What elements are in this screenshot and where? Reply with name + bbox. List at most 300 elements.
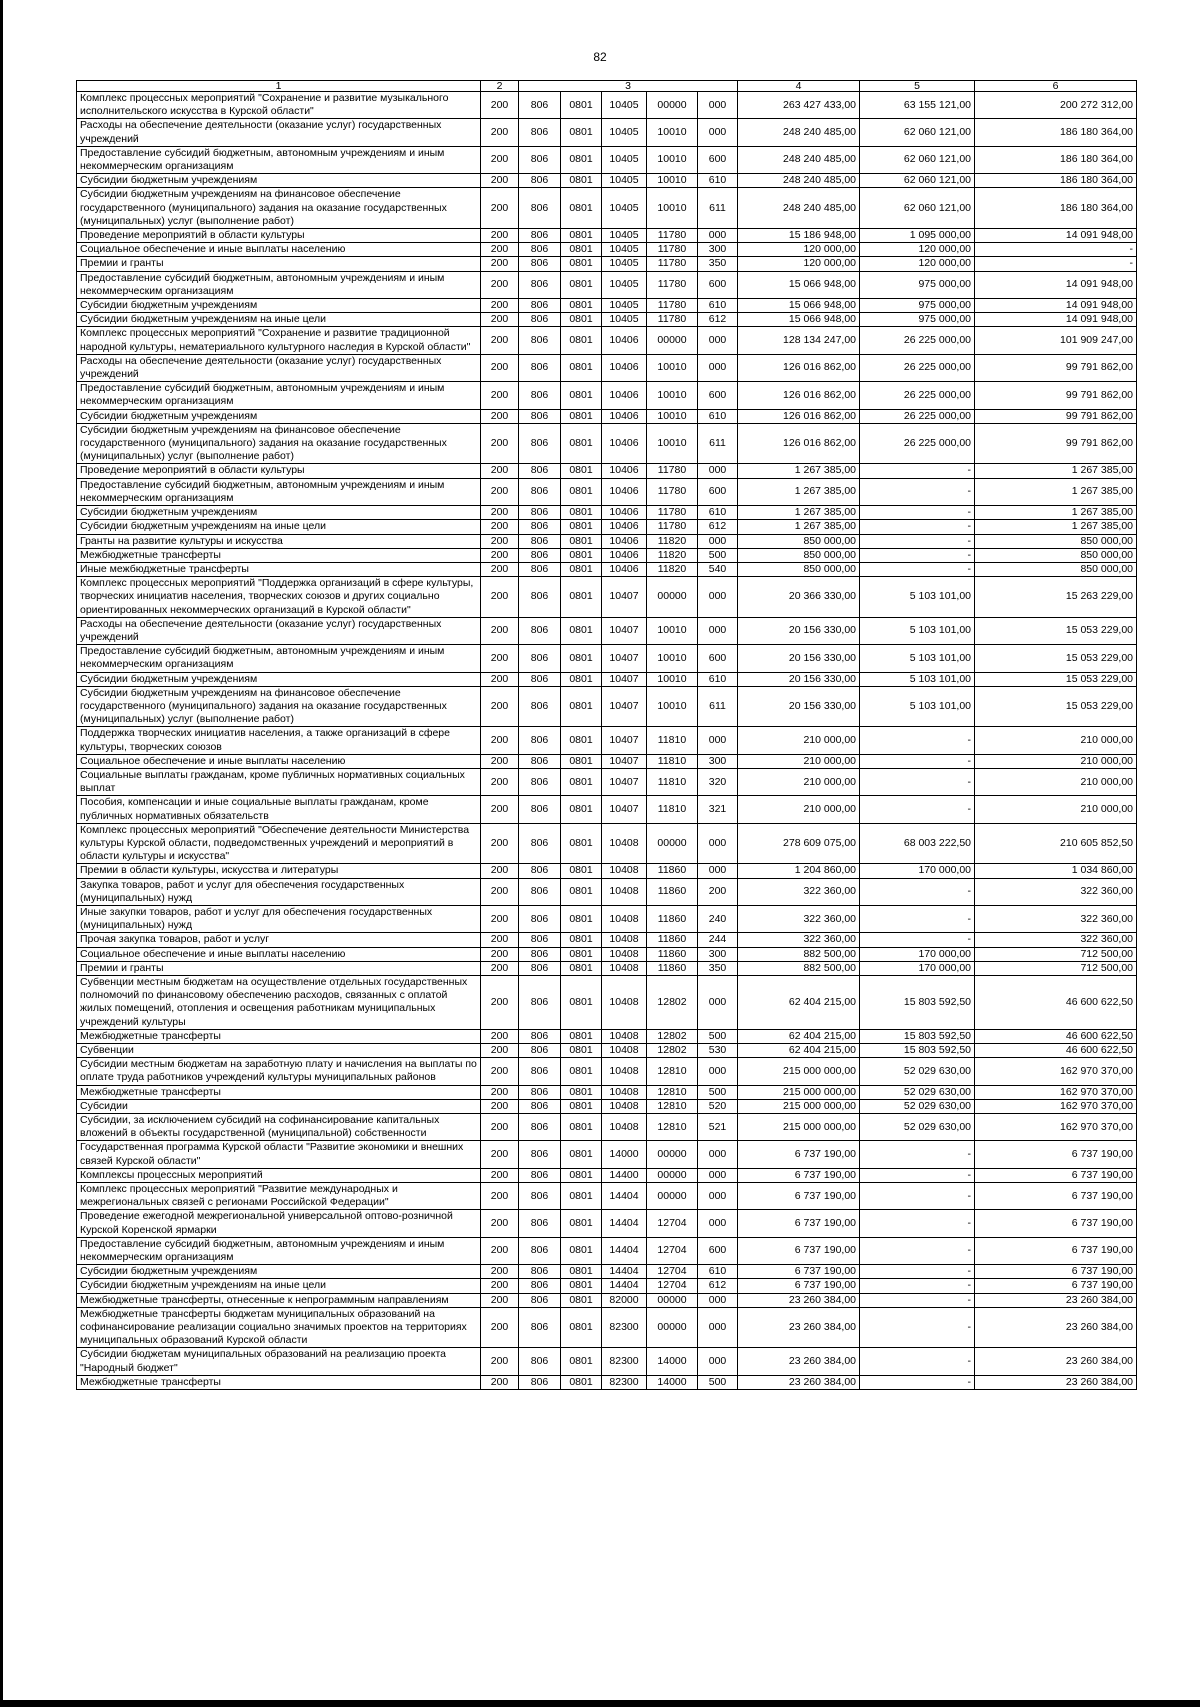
row-section-code: 0801 <box>561 672 602 686</box>
row-code: 200 <box>481 686 519 727</box>
row-amount-col5: - <box>860 1375 975 1389</box>
row-amount-total: 210 000,00 <box>738 727 860 754</box>
row-code: 200 <box>481 271 519 298</box>
row-gov-code: 806 <box>519 1168 561 1182</box>
row-name: Межбюджетные трансферты <box>77 1029 481 1043</box>
row-amount-col5: - <box>860 1293 975 1307</box>
row-name: Предоставление субсидий бюджетным, автономным учреждениям и иным некоммерческим организациям <box>77 1237 481 1264</box>
row-code: 200 <box>481 464 519 478</box>
row-program-code: 10408 <box>602 976 647 1030</box>
row-amount-total: 6 737 190,00 <box>738 1279 860 1293</box>
table-row <box>77 1375 1137 1389</box>
row-program-code: 14000 <box>602 1141 647 1168</box>
row-program-code: 10405 <box>602 174 647 188</box>
row-program-code: 10405 <box>602 146 647 173</box>
row-gov-code: 806 <box>519 534 561 548</box>
row-code: 200 <box>481 1183 519 1210</box>
row-amount-total: 62 404 215,00 <box>738 976 860 1030</box>
row-direction-code: 11860 <box>647 947 698 961</box>
row-amount-col5: 26 225 000,00 <box>860 382 975 409</box>
row-amount-total: 882 500,00 <box>738 947 860 961</box>
row-amount-col5: 1 095 000,00 <box>860 229 975 243</box>
scan-edge-left <box>0 0 3 1707</box>
row-code: 200 <box>481 976 519 1030</box>
row-gov-code: 806 <box>519 423 561 464</box>
row-code: 200 <box>481 823 519 864</box>
row-amount-col5: 975 000,00 <box>860 313 975 327</box>
column-header: 3 <box>519 81 738 92</box>
row-program-code: 10406 <box>602 423 647 464</box>
row-gov-code: 806 <box>519 562 561 576</box>
row-amount-col6: 186 180 364,00 <box>975 119 1137 146</box>
row-expense-type: 610 <box>698 672 738 686</box>
row-direction-code: 12810 <box>647 1058 698 1085</box>
row-expense-type: 000 <box>698 229 738 243</box>
row-amount-col6: 162 970 370,00 <box>975 1085 1137 1099</box>
row-direction-code: 00000 <box>647 327 698 354</box>
table-row <box>77 520 1137 534</box>
row-direction-code: 11820 <box>647 534 698 548</box>
row-amount-col5: - <box>860 1348 975 1375</box>
row-program-code: 10405 <box>602 257 647 271</box>
row-amount-total: 248 240 485,00 <box>738 188 860 229</box>
row-section-code: 0801 <box>561 1375 602 1389</box>
table-row <box>77 823 1137 864</box>
row-direction-code: 00000 <box>647 1293 698 1307</box>
row-amount-col6: 23 260 384,00 <box>975 1293 1137 1307</box>
row-gov-code: 806 <box>519 188 561 229</box>
row-expense-type: 000 <box>698 617 738 644</box>
row-direction-code: 10010 <box>647 382 698 409</box>
row-amount-col5: 26 225 000,00 <box>860 354 975 381</box>
row-direction-code: 11860 <box>647 933 698 947</box>
row-expense-type: 610 <box>698 1265 738 1279</box>
row-code: 200 <box>481 864 519 878</box>
row-amount-total: 322 360,00 <box>738 905 860 932</box>
row-code: 200 <box>481 1348 519 1375</box>
row-name: Поддержка творческих инициатив населения, а также организаций в сфере культуры, творческих союзов <box>77 727 481 754</box>
row-direction-code: 00000 <box>647 823 698 864</box>
row-program-code: 10408 <box>602 1099 647 1113</box>
row-direction-code: 11780 <box>647 243 698 257</box>
row-program-code: 82300 <box>602 1307 647 1348</box>
row-program-code: 10408 <box>602 1058 647 1085</box>
row-amount-total: 62 404 215,00 <box>738 1029 860 1043</box>
row-program-code: 14404 <box>602 1265 647 1279</box>
row-amount-col6: 14 091 948,00 <box>975 313 1137 327</box>
row-section-code: 0801 <box>561 1348 602 1375</box>
row-amount-total: 248 240 485,00 <box>738 119 860 146</box>
row-direction-code: 11780 <box>647 313 698 327</box>
row-name: Субсидии бюджетам муниципальных образований на реализацию проекта "Народный бюджет" <box>77 1348 481 1375</box>
row-program-code: 14404 <box>602 1279 647 1293</box>
row-name: Субсидии бюджетным учреждениям на финансовое обеспечение государственного (муниципального) задания на оказание государственных (муниципальных) услуг (выполнение работ) <box>77 188 481 229</box>
table-row <box>77 1114 1137 1141</box>
row-amount-total: 1 204 860,00 <box>738 864 860 878</box>
row-amount-total: 6 737 190,00 <box>738 1265 860 1279</box>
row-gov-code: 806 <box>519 119 561 146</box>
row-name: Социальное обеспечение и иные выплаты населению <box>77 947 481 961</box>
row-name: Предоставление субсидий бюджетным, автономным учреждениям и иным некоммерческим организациям <box>77 146 481 173</box>
row-amount-col6: 15 053 229,00 <box>975 617 1137 644</box>
row-code: 200 <box>481 1114 519 1141</box>
row-name: Закупка товаров, работ и услуг для обеспечения государственных (муниципальных) нужд <box>77 878 481 905</box>
row-amount-col6: 1 267 385,00 <box>975 520 1137 534</box>
row-amount-col5: 26 225 000,00 <box>860 423 975 464</box>
row-program-code: 10406 <box>602 506 647 520</box>
row-name: Социальное обеспечение и иные выплаты населению <box>77 754 481 768</box>
row-code: 200 <box>481 1168 519 1182</box>
row-name: Предоставление субсидий бюджетным, автономным учреждениям и иным некоммерческим организациям <box>77 382 481 409</box>
row-amount-col6: 15 263 229,00 <box>975 577 1137 618</box>
row-direction-code: 11860 <box>647 878 698 905</box>
row-direction-code: 00000 <box>647 1183 698 1210</box>
row-direction-code: 12802 <box>647 976 698 1030</box>
row-amount-total: 15 066 948,00 <box>738 271 860 298</box>
row-code: 200 <box>481 382 519 409</box>
row-amount-total: 210 000,00 <box>738 768 860 795</box>
row-direction-code: 00000 <box>647 1307 698 1348</box>
row-section-code: 0801 <box>561 1210 602 1237</box>
row-amount-col6: 6 737 190,00 <box>975 1141 1137 1168</box>
row-section-code: 0801 <box>561 1114 602 1141</box>
row-gov-code: 806 <box>519 271 561 298</box>
row-program-code: 10407 <box>602 796 647 823</box>
row-code: 200 <box>481 313 519 327</box>
row-expense-type: 500 <box>698 548 738 562</box>
table-row <box>77 1210 1137 1237</box>
table-row <box>77 92 1137 119</box>
row-name: Субвенции местным бюджетам на осуществление отдельных государственных полномочий по финансовому обеспечению расходов, связанных с оплатой жилых помещений, отопления и освещения работникам муниципальных учреждений культуры <box>77 976 481 1030</box>
row-expense-type: 000 <box>698 823 738 864</box>
row-amount-col5: - <box>860 1141 975 1168</box>
table-row <box>77 961 1137 975</box>
row-direction-code: 10010 <box>647 354 698 381</box>
row-expense-type: 000 <box>698 534 738 548</box>
row-section-code: 0801 <box>561 686 602 727</box>
row-amount-total: 15 066 948,00 <box>738 299 860 313</box>
row-amount-col6: 850 000,00 <box>975 562 1137 576</box>
row-section-code: 0801 <box>561 146 602 173</box>
column-header: 1 <box>77 81 481 92</box>
row-direction-code: 11780 <box>647 478 698 505</box>
row-expense-type: 350 <box>698 961 738 975</box>
row-gov-code: 806 <box>519 823 561 864</box>
page-number: 82 <box>593 50 607 64</box>
row-gov-code: 806 <box>519 1210 561 1237</box>
table-row <box>77 754 1137 768</box>
row-name: Комплекс процессных мероприятий "Поддержка организаций в сфере культуры, творческих инициатив населения, творческих союзов и других социально ориентированных некоммерческих организаций в Курской области" <box>77 577 481 618</box>
row-amount-col5: - <box>860 905 975 932</box>
row-gov-code: 806 <box>519 686 561 727</box>
row-name: Пособия, компенсации и иные социальные выплаты гражданам, кроме публичных нормативных обязательств <box>77 796 481 823</box>
row-program-code: 10406 <box>602 534 647 548</box>
table-row <box>77 1307 1137 1348</box>
row-amount-col5: 62 060 121,00 <box>860 174 975 188</box>
row-amount-col6: 322 360,00 <box>975 905 1137 932</box>
row-expense-type: 200 <box>698 878 738 905</box>
row-code: 200 <box>481 1210 519 1237</box>
row-name: Государственная программа Курской области "Развитие экономики и внешних связей Курской области" <box>77 1141 481 1168</box>
row-name: Расходы на обеспечение деятельности (оказание услуг) государственных учреждений <box>77 119 481 146</box>
row-amount-col6: 6 737 190,00 <box>975 1265 1137 1279</box>
row-code: 200 <box>481 423 519 464</box>
row-amount-col5: 170 000,00 <box>860 961 975 975</box>
row-amount-col6: 14 091 948,00 <box>975 229 1137 243</box>
row-amount-col5: - <box>860 520 975 534</box>
row-gov-code: 806 <box>519 727 561 754</box>
row-program-code: 10406 <box>602 382 647 409</box>
row-expense-type: 000 <box>698 864 738 878</box>
row-gov-code: 806 <box>519 1044 561 1058</box>
row-code: 200 <box>481 672 519 686</box>
row-amount-total: 1 267 385,00 <box>738 478 860 505</box>
table-row <box>77 299 1137 313</box>
row-direction-code: 12810 <box>647 1114 698 1141</box>
row-amount-col6: 6 737 190,00 <box>975 1237 1137 1264</box>
row-name: Межбюджетные трансферты, отнесенные к непрограммным направлениям <box>77 1293 481 1307</box>
row-expense-type: 000 <box>698 1307 738 1348</box>
table-row <box>77 271 1137 298</box>
row-amount-total: 126 016 862,00 <box>738 409 860 423</box>
row-amount-total: 248 240 485,00 <box>738 174 860 188</box>
table-row <box>77 947 1137 961</box>
table-row <box>77 1141 1137 1168</box>
row-section-code: 0801 <box>561 1099 602 1113</box>
row-amount-total: 23 260 384,00 <box>738 1307 860 1348</box>
row-amount-total: 850 000,00 <box>738 562 860 576</box>
row-name: Иные межбюджетные трансферты <box>77 562 481 576</box>
row-amount-col6: 712 500,00 <box>975 947 1137 961</box>
row-amount-col6: 23 260 384,00 <box>975 1348 1137 1375</box>
table-row <box>77 327 1137 354</box>
row-section-code: 0801 <box>561 1307 602 1348</box>
row-gov-code: 806 <box>519 1114 561 1141</box>
row-amount-col5: 120 000,00 <box>860 243 975 257</box>
row-expense-type: 600 <box>698 382 738 409</box>
row-name: Премии и гранты <box>77 961 481 975</box>
row-code: 200 <box>481 1237 519 1264</box>
row-amount-total: 6 737 190,00 <box>738 1210 860 1237</box>
table-row <box>77 188 1137 229</box>
table-row <box>77 354 1137 381</box>
row-direction-code: 11780 <box>647 520 698 534</box>
row-amount-col6: 162 970 370,00 <box>975 1099 1137 1113</box>
row-amount-total: 23 260 384,00 <box>738 1293 860 1307</box>
row-amount-total: 20 156 330,00 <box>738 645 860 672</box>
row-gov-code: 806 <box>519 672 561 686</box>
row-code: 200 <box>481 243 519 257</box>
table-row <box>77 146 1137 173</box>
row-gov-code: 806 <box>519 1085 561 1099</box>
row-gov-code: 806 <box>519 92 561 119</box>
row-gov-code: 806 <box>519 1029 561 1043</box>
row-name: Субсидии бюджетным учреждениям <box>77 1265 481 1279</box>
row-program-code: 10408 <box>602 1085 647 1099</box>
row-program-code: 10406 <box>602 327 647 354</box>
row-expense-type: 610 <box>698 174 738 188</box>
row-program-code: 82300 <box>602 1375 647 1389</box>
row-name: Проведение мероприятий в области культуры <box>77 229 481 243</box>
row-name: Комплекс процессных мероприятий "Обеспечение деятельности Министерства культуры Курской области, подведомственных учреждений и мероприятий в области культуры и искусства" <box>77 823 481 864</box>
row-amount-total: 210 000,00 <box>738 754 860 768</box>
row-gov-code: 806 <box>519 1279 561 1293</box>
row-direction-code: 12704 <box>647 1210 698 1237</box>
row-amount-col6: 6 737 190,00 <box>975 1183 1137 1210</box>
row-expense-type: 610 <box>698 409 738 423</box>
row-program-code: 10408 <box>602 864 647 878</box>
row-amount-total: 1 267 385,00 <box>738 520 860 534</box>
row-gov-code: 806 <box>519 174 561 188</box>
row-section-code: 0801 <box>561 823 602 864</box>
row-section-code: 0801 <box>561 961 602 975</box>
row-direction-code: 10010 <box>647 423 698 464</box>
row-amount-col6: 1 034 860,00 <box>975 864 1137 878</box>
row-name: Межбюджетные трансферты <box>77 548 481 562</box>
table-row <box>77 1293 1137 1307</box>
row-amount-col5: 52 029 630,00 <box>860 1058 975 1085</box>
row-amount-col6: 162 970 370,00 <box>975 1058 1137 1085</box>
row-gov-code: 806 <box>519 961 561 975</box>
row-amount-total: 248 240 485,00 <box>738 146 860 173</box>
row-code: 200 <box>481 520 519 534</box>
row-amount-col6: 23 260 384,00 <box>975 1307 1137 1348</box>
row-gov-code: 806 <box>519 506 561 520</box>
row-code: 200 <box>481 768 519 795</box>
row-amount-col5: - <box>860 1307 975 1348</box>
row-expense-type: 612 <box>698 520 738 534</box>
row-amount-total: 20 156 330,00 <box>738 672 860 686</box>
row-amount-total: 215 000 000,00 <box>738 1085 860 1099</box>
row-name: Иные закупки товаров, работ и услуг для обеспечения государственных (муниципальных) нужд <box>77 905 481 932</box>
row-name: Субсидии бюджетным учреждениям на иные цели <box>77 520 481 534</box>
row-amount-col6: 210 605 852,50 <box>975 823 1137 864</box>
row-program-code: 10406 <box>602 520 647 534</box>
row-amount-col5: 62 060 121,00 <box>860 188 975 229</box>
row-section-code: 0801 <box>561 548 602 562</box>
row-direction-code: 10010 <box>647 409 698 423</box>
row-amount-total: 322 360,00 <box>738 933 860 947</box>
row-code: 200 <box>481 188 519 229</box>
row-program-code: 10406 <box>602 464 647 478</box>
table-row <box>77 382 1137 409</box>
row-amount-col6: 322 360,00 <box>975 878 1137 905</box>
row-program-code: 10407 <box>602 754 647 768</box>
row-name: Предоставление субсидий бюджетным, автономным учреждениям и иным некоммерческим организациям <box>77 271 481 298</box>
row-amount-col5: 170 000,00 <box>860 864 975 878</box>
row-expense-type: 000 <box>698 1210 738 1237</box>
row-amount-total: 215 000 000,00 <box>738 1099 860 1113</box>
row-amount-total: 62 404 215,00 <box>738 1044 860 1058</box>
table-row <box>77 672 1137 686</box>
row-direction-code: 12810 <box>647 1085 698 1099</box>
table-row <box>77 617 1137 644</box>
row-gov-code: 806 <box>519 1183 561 1210</box>
row-amount-col5: 5 103 101,00 <box>860 672 975 686</box>
row-direction-code: 11780 <box>647 271 698 298</box>
row-amount-col5: - <box>860 796 975 823</box>
row-name: Субсидии бюджетным учреждениям <box>77 672 481 686</box>
row-amount-col5: 52 029 630,00 <box>860 1114 975 1141</box>
row-expense-type: 500 <box>698 1029 738 1043</box>
table-row <box>77 933 1137 947</box>
table-row <box>77 174 1137 188</box>
row-section-code: 0801 <box>561 520 602 534</box>
row-expense-type: 300 <box>698 754 738 768</box>
row-program-code: 10407 <box>602 686 647 727</box>
row-name: Субсидии бюджетным учреждениям на иные цели <box>77 313 481 327</box>
row-program-code: 10407 <box>602 617 647 644</box>
row-amount-total: 20 366 330,00 <box>738 577 860 618</box>
row-direction-code: 11780 <box>647 257 698 271</box>
table-row <box>77 1183 1137 1210</box>
row-amount-col5: - <box>860 534 975 548</box>
row-expense-type: 521 <box>698 1114 738 1141</box>
row-name: Комплекс процессных мероприятий "Развитие международных и межрегиональных связей с регионами Российской Федерации" <box>77 1183 481 1210</box>
row-amount-col5: 170 000,00 <box>860 947 975 961</box>
row-name: Субсидии <box>77 1099 481 1113</box>
row-amount-col5: - <box>860 878 975 905</box>
row-direction-code: 10010 <box>647 617 698 644</box>
row-amount-total: 263 427 433,00 <box>738 92 860 119</box>
row-expense-type: 000 <box>698 464 738 478</box>
row-expense-type: 610 <box>698 299 738 313</box>
row-gov-code: 806 <box>519 796 561 823</box>
row-amount-col5: 975 000,00 <box>860 299 975 313</box>
table-row <box>77 976 1137 1030</box>
row-gov-code: 806 <box>519 645 561 672</box>
row-code: 200 <box>481 577 519 618</box>
row-amount-col6: 162 970 370,00 <box>975 1114 1137 1141</box>
row-amount-col6: 850 000,00 <box>975 534 1137 548</box>
row-gov-code: 806 <box>519 976 561 1030</box>
row-direction-code: 11810 <box>647 768 698 795</box>
row-program-code: 10406 <box>602 409 647 423</box>
row-amount-col6: 15 053 229,00 <box>975 686 1137 727</box>
row-gov-code: 806 <box>519 243 561 257</box>
row-section-code: 0801 <box>561 1168 602 1182</box>
table-row <box>77 423 1137 464</box>
row-program-code: 10408 <box>602 961 647 975</box>
row-expense-type: 240 <box>698 905 738 932</box>
row-code: 200 <box>481 354 519 381</box>
row-section-code: 0801 <box>561 229 602 243</box>
row-section-code: 0801 <box>561 409 602 423</box>
row-amount-total: 882 500,00 <box>738 961 860 975</box>
row-expense-type: 600 <box>698 271 738 298</box>
row-amount-col6: 46 600 622,50 <box>975 976 1137 1030</box>
table-header-row <box>77 81 1137 92</box>
row-name: Проведение мероприятий в области культуры <box>77 464 481 478</box>
row-direction-code: 12802 <box>647 1044 698 1058</box>
table-row <box>77 243 1137 257</box>
row-expense-type: 000 <box>698 727 738 754</box>
row-direction-code: 11820 <box>647 562 698 576</box>
row-amount-total: 23 260 384,00 <box>738 1348 860 1375</box>
row-amount-total: 128 134 247,00 <box>738 327 860 354</box>
row-amount-col5: - <box>860 478 975 505</box>
row-section-code: 0801 <box>561 754 602 768</box>
row-gov-code: 806 <box>519 1293 561 1307</box>
row-amount-col5: 5 103 101,00 <box>860 577 975 618</box>
table-row <box>77 1265 1137 1279</box>
row-direction-code: 00000 <box>647 577 698 618</box>
row-name: Прочая закупка товаров, работ и услуг <box>77 933 481 947</box>
row-section-code: 0801 <box>561 577 602 618</box>
row-section-code: 0801 <box>561 243 602 257</box>
row-expense-type: 611 <box>698 423 738 464</box>
row-section-code: 0801 <box>561 506 602 520</box>
